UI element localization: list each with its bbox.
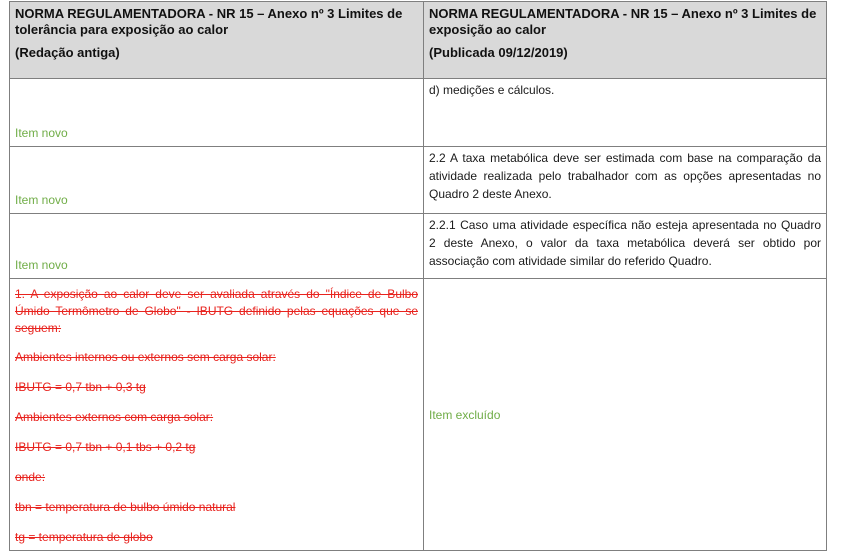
old-text-cell [10,147,424,214]
comparison-table [9,1,827,551]
table-row [10,214,827,279]
removed-line: Ambientes internos ou externos sem carga solar: [15,350,276,364]
new-text: 2.2.1 Caso uma atividade específica não esteja apresentada no Quadro 2 deste Anexo, o valor da taxa metabólica deverá ser obtido por associação com atividade similar do referido Quadro. [429,218,821,268]
header-right-subtitle: (Publicada 09/12/2019) [429,45,568,60]
removed-line: onde: [15,470,46,484]
header-left-subtitle: (Redação antiga) [15,45,120,60]
header-left-title: NORMA REGULAMENTADORA - NR 15 – Anexo nº 3 Limites de tolerância para exposição ao calor [15,6,403,37]
new-text-cell [424,79,827,147]
header-row [10,2,827,79]
removed-line: Ambientes externos com carga solar: [15,410,214,424]
removed-line: tg = temperatura de globo [15,530,153,544]
header-right [424,2,827,79]
new-text: 2.2 A taxa metabólica deve ser estimada com base na comparação da atividade realizada pelo trabalhador com as opções apresentadas no Quadro 2 deste Anexo. [429,151,821,201]
new-item-label: Item novo [15,193,68,207]
excluded-status-cell [424,279,827,551]
old-text-cell [10,214,424,279]
table-row [10,79,827,147]
new-text: d) medições e cálculos. [429,83,555,97]
new-text-cell [424,214,827,279]
removed-line: tbn = temperatura de bulbo úmido natural [15,500,236,514]
new-item-label: Item novo [15,126,68,140]
old-text-cell [10,79,424,147]
excluded-item-label: Item excluído [429,407,501,422]
removed-line: IBUTG = 0,7 tbn + 0,1 tbs + 0,2 tg [15,440,196,454]
removed-line: IBUTG = 0,7 tbn + 0,3 tg [15,380,146,394]
header-right-title: NORMA REGULAMENTADORA - NR 15 – Anexo nº 3 Limites de exposição ao calor [429,6,817,37]
new-text-cell [424,147,827,214]
removed-text-cell [10,279,424,551]
header-left [10,2,424,79]
new-item-label: Item novo [15,258,68,272]
table-row [10,147,827,214]
table-row [10,279,827,551]
removed-line: 1. A exposição ao calor deve ser avaliada através do "Índice de Bulbo Úmido Termômetro de Globo" - IBUTG definido pelas equações que se seguem: [15,287,418,335]
